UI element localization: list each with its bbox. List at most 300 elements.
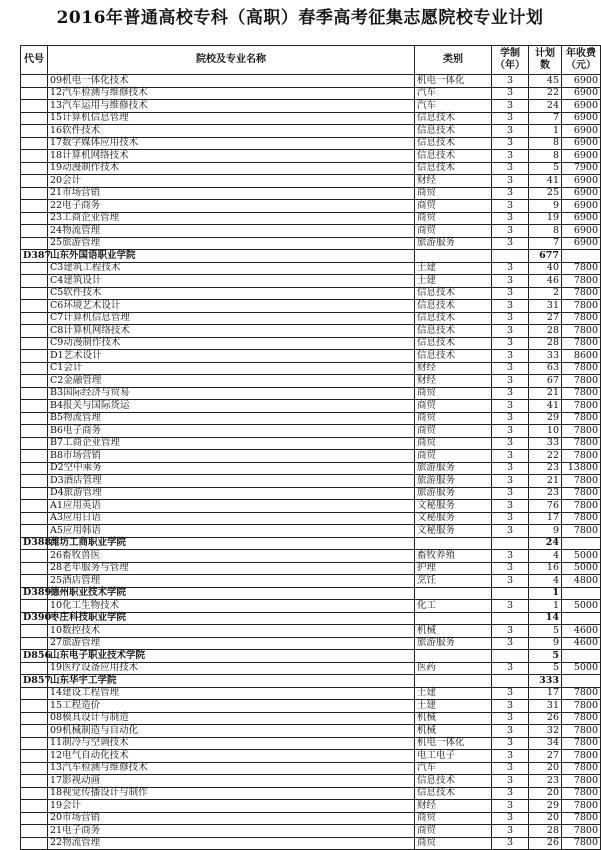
row-fee: 7800 [562,787,601,800]
major-row [21,262,601,275]
row-years: 3 [492,525,529,538]
row-fee: 8600 [562,350,601,363]
row-category: 机电一体化 [415,737,492,750]
row-code [21,487,48,500]
row-code [21,237,48,250]
row-years: 3 [492,162,529,175]
row-plan: 22 [529,87,562,100]
major-row [21,162,601,175]
row-category: 商贸 [415,450,492,463]
row-fee: 7800 [562,300,601,313]
row-fee: 7800 [562,800,601,813]
row-category: 信息技术 [415,337,492,350]
row-years: 3 [492,737,529,750]
row-plan: 31 [529,700,562,713]
row-fee: 7800 [562,450,601,463]
row-years: 3 [492,825,529,838]
major-row [21,212,601,225]
row-plan: 1 [529,600,562,613]
row-years: 3 [492,125,529,138]
row-plan: 4 [529,575,562,588]
school-name: 德州职业技术学院 [48,587,415,600]
row-category: 土建 [415,262,492,275]
row-code: D390 [21,612,48,625]
row-code [21,362,48,375]
major-name: 13汽车运用与维修技术 [48,100,415,113]
row-fee: 4600 [562,625,601,638]
row-plan: 7 [529,112,562,125]
row-years: 3 [492,100,529,113]
row-years: 3 [492,175,529,188]
major-row [21,725,601,738]
major-row [21,812,601,825]
row-code [21,700,48,713]
major-name: 18计算机网络技术 [48,150,415,163]
row-category: 商贸 [415,225,492,238]
major-row [21,125,601,138]
row-fee [562,537,601,550]
row-category: 财经 [415,800,492,813]
school-name: 山东外国语职业学院 [48,250,415,263]
major-name: 10数控技术 [48,625,415,638]
row-code [21,450,48,463]
major-row [21,762,601,775]
row-code [21,825,48,838]
row-code [21,300,48,313]
row-fee: 7800 [562,312,601,325]
row-fee: 7800 [562,775,601,788]
major-row [21,150,601,163]
major-name: 19会计 [48,800,415,813]
row-fee: 7800 [562,400,601,413]
row-years: 3 [492,362,529,375]
major-name: 12汽车检测与维修技术 [48,87,415,100]
row-category: 商贸 [415,187,492,200]
row-category: 财经 [415,375,492,388]
row-plan: 333 [529,675,562,688]
row-plan: 5 [529,162,562,175]
major-name: 24物流管理 [48,225,415,238]
row-fee: 7800 [562,500,601,513]
row-code [21,175,48,188]
row-code [21,750,48,763]
row-code [21,137,48,150]
row-years: 3 [492,300,529,313]
row-code [21,150,48,163]
row-plan: 14 [529,612,562,625]
row-fee: 4600 [562,637,601,650]
row-code [21,225,48,238]
major-name: D2空中乘务 [48,462,415,475]
row-fee: 7800 [562,287,601,300]
row-years [492,587,529,600]
row-years: 3 [492,700,529,713]
major-name: 23工商企业管理 [48,212,415,225]
row-category: 土建 [415,700,492,713]
major-name: D1艺术设计 [48,350,415,363]
major-name: 25旅游管理 [48,237,415,250]
row-years [492,612,529,625]
row-fee [562,650,601,663]
row-plan: 32 [529,725,562,738]
major-name: C5软件技术 [48,287,415,300]
row-plan: 5 [529,662,562,675]
row-plan: 1 [529,587,562,600]
row-plan: 24 [529,100,562,113]
row-plan: 21 [529,475,562,488]
major-row [21,112,601,125]
row-plan: 34 [529,737,562,750]
row-fee: 6900 [562,212,601,225]
row-years: 3 [492,400,529,413]
row-code [21,262,48,275]
row-category: 商贸 [415,812,492,825]
row-years: 3 [492,262,529,275]
major-row [21,350,601,363]
major-row [21,512,601,525]
row-category: 信息技术 [415,162,492,175]
major-row [21,175,601,188]
row-years: 3 [492,800,529,813]
row-code [21,662,48,675]
row-years: 3 [492,450,529,463]
row-years: 3 [492,225,529,238]
major-row [21,487,601,500]
row-category: 机械 [415,625,492,638]
row-code [21,387,48,400]
row-category: 财经 [415,175,492,188]
row-code: D389 [21,587,48,600]
row-category: 护理 [415,562,492,575]
row-plan: 4 [529,550,562,563]
major-name: C2金融管理 [48,375,415,388]
row-years: 3 [492,662,529,675]
major-row [21,337,601,350]
row-code [21,512,48,525]
major-row [21,187,601,200]
row-plan: 33 [529,437,562,450]
row-years: 3 [492,512,529,525]
row-plan: 9 [529,200,562,213]
major-row [21,287,601,300]
row-fee [562,587,601,600]
row-fee: 5000 [562,562,601,575]
major-row [21,575,601,588]
major-row [21,800,601,813]
major-row [21,625,601,638]
row-plan: 63 [529,362,562,375]
row-fee: 6900 [562,125,601,138]
header-plan: 计划数 [529,46,562,75]
row-code [21,325,48,338]
major-row [21,787,601,800]
row-code [21,437,48,450]
row-fee: 5000 [562,662,601,675]
row-category: 旅游服务 [415,475,492,488]
row-plan: 1 [529,125,562,138]
row-plan: 31 [529,300,562,313]
row-fee: 6900 [562,187,601,200]
row-category [415,612,492,625]
major-name: 13汽车检测与维修技术 [48,762,415,775]
row-years: 3 [492,637,529,650]
row-years: 3 [492,87,529,100]
row-plan: 26 [529,837,562,850]
row-code [21,287,48,300]
major-name: B6电子商务 [48,425,415,438]
row-code [21,350,48,363]
major-name: B8市场营销 [48,450,415,463]
row-code [21,275,48,288]
row-years: 3 [492,600,529,613]
row-plan: 25 [529,187,562,200]
row-code [21,162,48,175]
row-category: 商贸 [415,212,492,225]
row-years: 3 [492,787,529,800]
row-category: 信息技术 [415,787,492,800]
major-name: C8计算机网络技术 [48,325,415,338]
major-name: C7计算机信息管理 [48,312,415,325]
major-name: 09机电一体化技术 [48,75,415,88]
row-code [21,337,48,350]
major-name: 14建设工程管理 [48,687,415,700]
row-code [21,687,48,700]
row-category: 信息技术 [415,312,492,325]
row-plan: 27 [529,312,562,325]
major-name: 17数字媒体应用技术 [48,137,415,150]
row-years: 3 [492,150,529,163]
row-code [21,312,48,325]
major-row [21,75,601,88]
row-fee: 7800 [562,325,601,338]
row-plan: 21 [529,387,562,400]
major-name: 20市场营销 [48,812,415,825]
major-name: 18视觉传播设计与制作 [48,787,415,800]
major-row [21,312,601,325]
school-row [21,537,601,550]
row-plan: 28 [529,825,562,838]
major-name: C4建筑设计 [48,275,415,288]
major-name: A5应用韩语 [48,525,415,538]
major-row [21,325,601,338]
row-fee: 7800 [562,700,601,713]
major-row [21,750,601,763]
row-years: 3 [492,437,529,450]
row-years: 3 [492,425,529,438]
row-category: 汽车 [415,87,492,100]
row-category: 医药 [415,662,492,675]
row-years: 3 [492,725,529,738]
major-name: C9动漫制作技术 [48,337,415,350]
row-code [21,550,48,563]
major-row [21,462,601,475]
row-code [21,837,48,850]
row-code: D388 [21,537,48,550]
row-years: 3 [492,412,529,425]
row-plan: 19 [529,212,562,225]
major-name: 21市场营销 [48,187,415,200]
row-fee: 7800 [562,712,601,725]
row-code [21,200,48,213]
row-plan: 27 [529,750,562,763]
row-code: D387 [21,250,48,263]
row-years: 3 [492,325,529,338]
major-row [21,700,601,713]
row-code [21,87,48,100]
row-code [21,725,48,738]
row-category: 信息技术 [415,125,492,138]
row-fee [562,612,601,625]
major-row [21,662,601,675]
row-code [21,100,48,113]
row-plan: 10 [529,425,562,438]
row-category: 信息技术 [415,775,492,788]
major-name: D3酒店管理 [48,475,415,488]
row-years: 3 [492,375,529,388]
row-category: 机械 [415,725,492,738]
row-category: 化工 [415,600,492,613]
row-code [21,775,48,788]
major-name: A3应用日语 [48,512,415,525]
row-category [415,537,492,550]
major-row [21,437,601,450]
row-years: 3 [492,687,529,700]
major-name: C6环境艺术设计 [48,300,415,313]
row-fee: 7800 [562,512,601,525]
row-category: 机械 [415,712,492,725]
major-name: 19动漫制作技术 [48,162,415,175]
row-code [21,412,48,425]
row-years: 3 [492,750,529,763]
row-plan: 46 [529,275,562,288]
row-category: 机电一体化 [415,75,492,88]
header-code: 代号 [21,46,48,75]
school-row [21,675,601,688]
row-fee: 6900 [562,87,601,100]
row-plan: 8 [529,150,562,163]
major-row [21,300,601,313]
row-code [21,575,48,588]
row-code [21,112,48,125]
row-years: 3 [492,237,529,250]
row-years: 3 [492,775,529,788]
row-code: D856 [21,650,48,663]
row-years: 3 [492,312,529,325]
school-row [21,587,601,600]
major-row [21,500,601,513]
row-fee: 7800 [562,275,601,288]
row-plan: 41 [529,175,562,188]
row-code [21,125,48,138]
row-fee: 6900 [562,112,601,125]
major-name: 27旅游管理 [48,637,415,650]
major-name: 19医疗设备应用技术 [48,662,415,675]
row-category: 土建 [415,275,492,288]
major-name: 22物流管理 [48,837,415,850]
major-name: B7工商企业管理 [48,437,415,450]
row-category: 文秘服务 [415,525,492,538]
major-row [21,100,601,113]
school-name: 枣庄科技职业学院 [48,612,415,625]
row-fee: 7900 [562,162,601,175]
row-years: 3 [492,475,529,488]
row-category: 文秘服务 [415,500,492,513]
row-category: 土建 [415,687,492,700]
major-row [21,237,601,250]
major-name: 28老年服务与管理 [48,562,415,575]
row-category: 信息技术 [415,150,492,163]
row-fee: 6900 [562,150,601,163]
major-row [21,737,601,750]
row-plan: 677 [529,250,562,263]
row-fee: 7800 [562,725,601,738]
row-category: 商贸 [415,400,492,413]
major-name: B4报关与国际货运 [48,400,415,413]
row-plan: 29 [529,412,562,425]
major-row [21,87,601,100]
row-years: 3 [492,837,529,850]
row-category: 财经 [415,362,492,375]
row-years: 3 [492,387,529,400]
row-fee: 7800 [562,762,601,775]
major-row [21,362,601,375]
major-row [21,637,601,650]
row-plan: 45 [529,75,562,88]
row-category: 旅游服务 [415,487,492,500]
row-years: 3 [492,350,529,363]
row-years: 3 [492,287,529,300]
row-fee: 5000 [562,550,601,563]
row-fee: 7800 [562,837,601,850]
major-row [21,825,601,838]
row-fee: 4800 [562,575,601,588]
major-row [21,562,601,575]
row-plan: 16 [529,562,562,575]
row-years: 3 [492,500,529,513]
major-row [21,600,601,613]
school-row [21,612,601,625]
row-plan: 24 [529,537,562,550]
row-code [21,812,48,825]
row-years: 3 [492,137,529,150]
row-years: 3 [492,562,529,575]
row-fee [562,250,601,263]
row-fee: 7800 [562,825,601,838]
row-code [21,737,48,750]
major-row [21,425,601,438]
major-row [21,387,601,400]
row-code [21,800,48,813]
row-plan: 40 [529,262,562,275]
major-name: 08模具设计与制造 [48,712,415,725]
row-fee: 7800 [562,687,601,700]
row-plan: 8 [529,137,562,150]
major-row [21,225,601,238]
row-fee: 13800 [562,462,601,475]
row-category: 汽车 [415,100,492,113]
row-years: 3 [492,112,529,125]
row-category: 文秘服务 [415,512,492,525]
row-fee: 6900 [562,237,601,250]
row-plan: 41 [529,400,562,413]
row-code [21,762,48,775]
row-years [492,675,529,688]
row-plan: 23 [529,487,562,500]
row-years: 3 [492,575,529,588]
row-category: 商贸 [415,200,492,213]
major-row [21,450,601,463]
row-fee: 5000 [562,600,601,613]
